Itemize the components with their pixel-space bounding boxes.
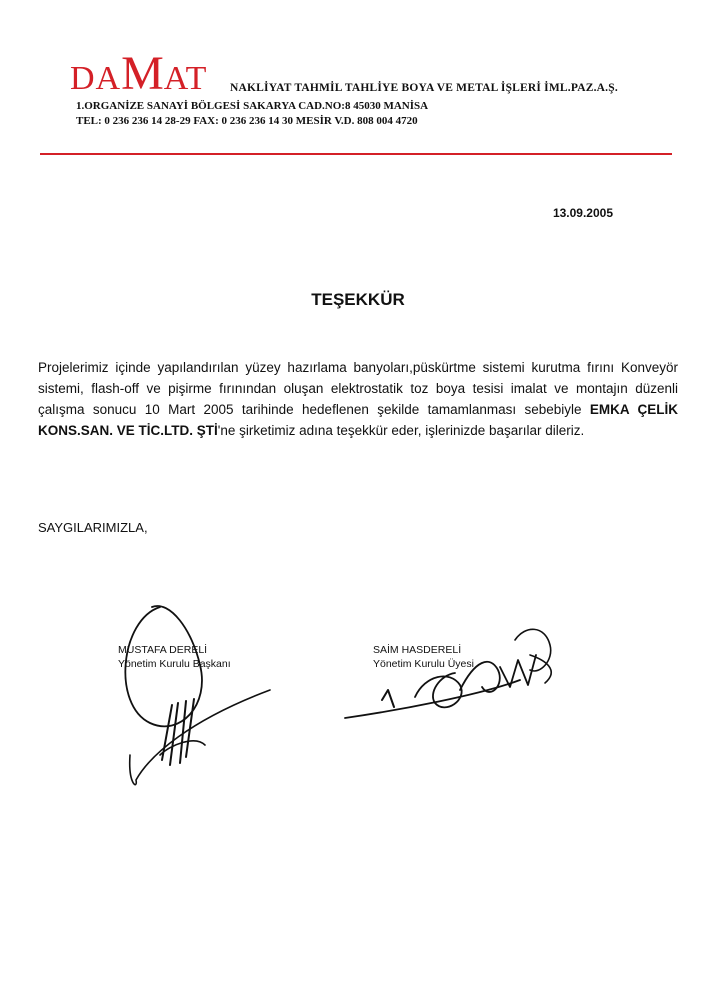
header-divider	[40, 153, 672, 155]
logo-part-3: AT	[163, 60, 208, 97]
signature-left	[100, 595, 280, 795]
signatory-role: Yönetim Kurulu Başkanı	[118, 658, 231, 670]
letter-body	[38, 357, 678, 441]
closing-salutation: SAYGILARIMIZLA,	[38, 520, 148, 535]
body-text-part-2: 'ne şirketimiz adına teşekkür eder, işlerinizde başarılar dileriz.	[217, 423, 585, 438]
signature-right	[340, 615, 590, 730]
body-text-part-1: Projelerimiz içinde yapılandırılan yüzey hazırlama banyoları,püskürtme sistemi kurutma fırını Konveyör sistemi, flash-off ve pişirme fırınından oluşan elektrostatik toz boya tesisi imalat ve montajın düzenli çalışma sonucu 10 Mart 2005 tarihinde hedeflenen şekilde tamamlanması sebebiyle	[38, 360, 678, 417]
company-contact: TEL: 0 236 236 14 28-29 FAX: 0 236 236 14 30 MESİR V.D. 808 004 4720	[76, 115, 418, 127]
signatory-name: MUSTAFA DERELİ	[118, 644, 208, 656]
signatory-name: SAİM HASDERELİ	[373, 644, 462, 656]
company-name: NAKLİYAT TAHMİL TAHLİYE BOYA VE METAL İŞLERİ İML.PAZ.A.Ş.	[230, 82, 618, 94]
logo-part-2: M	[121, 47, 164, 100]
company-logo	[70, 47, 208, 100]
company-address: 1.ORGANİZE SANAYİ BÖLGESİ SAKARYA CAD.NO:8 45030 MANİSA	[76, 100, 429, 112]
signatory-left	[118, 643, 231, 671]
letterhead	[70, 47, 690, 140]
signatory-role: Yönetim Kurulu Üyesi	[373, 658, 474, 670]
letter-date: 13.09.2005	[552, 206, 613, 220]
letter-title: TEŞEKKÜR	[311, 290, 405, 309]
logo-part-1: DA	[70, 60, 122, 97]
signatory-right	[373, 643, 474, 671]
body-company-name: EMKA ÇELİK KONS.SAN. VE TİC.LTD. ŞTİ	[38, 402, 678, 438]
